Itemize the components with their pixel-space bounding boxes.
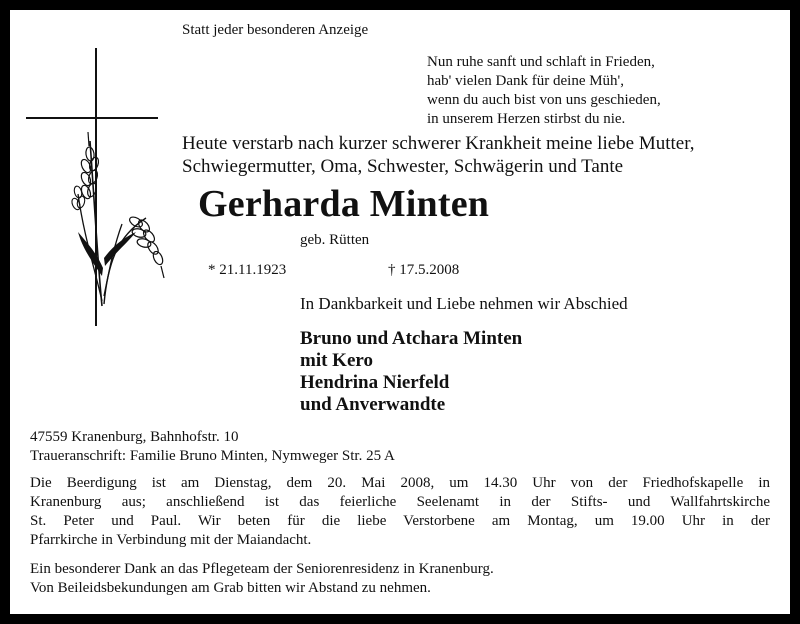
mourners-list [300, 328, 522, 416]
funeral-line: St. Peter und Paul. Wir beten für die liebe Verstorbene am Montag, um 19.00 Uhr in der [30, 513, 770, 529]
mourner-line: Bruno und Atchara Minten [300, 328, 523, 349]
obituary-notice [10, 10, 790, 614]
address-block [30, 428, 395, 466]
intro-line: Heute verstarb nach kurzer schwerer Krankheit meine liebe Mutter, [182, 133, 695, 154]
mourner-line: Hendrina Nierfeld [300, 372, 450, 393]
memorial-poem [427, 53, 661, 129]
maiden-name: geb. Rütten [300, 232, 370, 248]
address-line: 47559 Kranenburg, Bahnhofstr. 10 [30, 429, 239, 445]
funeral-line: Pfarrkirche in Verbindung mit der Maiandacht. [30, 532, 312, 548]
address-line: Traueranschrift: Familie Bruno Minten, Nymweger Str. 25 A [30, 448, 395, 464]
cross-with-wheat-icon [18, 46, 168, 336]
mourner-line: mit Kero [300, 350, 373, 371]
mourner-line: und Anverwandte [300, 394, 446, 415]
thanks-block [30, 560, 494, 598]
death-date: † 17.5.2008 [388, 262, 460, 278]
intro-line: Schwiegermutter, Oma, Schwester, Schwägerin und Tante [182, 156, 624, 177]
death-announcement-text [182, 132, 695, 178]
poem-line: in unserem Herzen stirbst du nie. [427, 111, 626, 127]
poem-line: wenn du auch bist von uns geschieden, [427, 92, 661, 108]
funeral-line: Die Beerdigung ist am Dienstag, dem 20. Mai 2008, um 14.30 Uhr von der Friedhofskapelle in [30, 475, 770, 491]
funeral-line: Kranenburg aus; anschließend ist das feierliche Seelenamt in der Stifts- und Wallfahrtskirche [30, 494, 770, 510]
poem-line: Nun ruhe sanft und schlaft in Frieden, [427, 54, 655, 70]
birth-date: * 21.11.1923 [208, 262, 287, 278]
thanks-line: Von Beileidsbekundungen am Grab bitten wir Abstand zu nehmen. [30, 580, 431, 596]
deceased-name: Gerharda Minten [198, 183, 490, 225]
poem-line: hab' vielen Dank für deine Müh', [427, 73, 625, 89]
thanks-line: Ein besonderer Dank an das Pflegeteam der Seniorenresidenz in Kranenburg. [30, 561, 494, 577]
funeral-details [30, 474, 770, 550]
farewell-line: In Dankbarkeit und Liebe nehmen wir Abschied [300, 294, 628, 313]
header-line: Statt jeder besonderen Anzeige [182, 22, 369, 38]
